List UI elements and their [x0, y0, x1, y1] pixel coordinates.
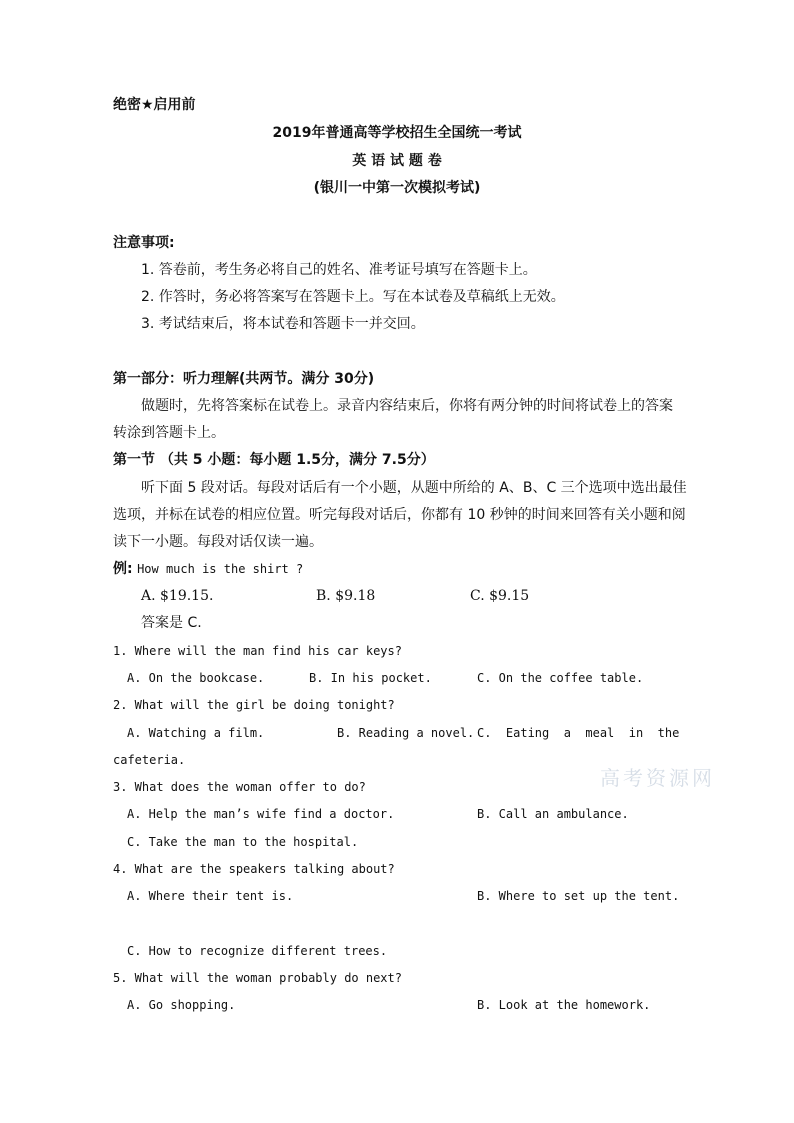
section1-line1: 听下面 5 段对话。每段对话后有一个小题，从题中所给的 A、B、C 三个选项中选出最佳 [141, 480, 687, 496]
example-answer: 答案是 C. [141, 615, 202, 631]
q4-option-a: A. Where their tent is. [127, 889, 294, 903]
example-option-a: A. $19.15. [141, 588, 214, 604]
q3-option-a: A. Help the man’s wife find a doctor. [127, 807, 395, 821]
q4-option-b: B. Where to set up the tent. [477, 889, 680, 903]
part1-intro-line2: 转涂到答题卡上。 [113, 425, 225, 441]
question-2: 2. What will the girl be doing tonight? [113, 698, 395, 712]
example-option-c: C. $9.15 [470, 588, 530, 604]
q2-option-a: A. Watching a film. [127, 726, 265, 740]
school-subtitle: (银川一中第一次模拟考试) [313, 180, 481, 196]
example-label: 例: [113, 561, 133, 577]
example-option-b: B. $9.18 [316, 588, 376, 604]
section1-line3: 读下一小题。每段对话仅读一遍。 [113, 534, 323, 550]
question-3: 3. What does the woman offer to do? [113, 780, 366, 794]
q4-option-c: C. How to recognize different trees. [127, 944, 388, 958]
q5-option-b: B. Look at the homework. [477, 998, 651, 1012]
note-item-3: 3. 考试结束后，将本试卷和答题卡一并交回。 [141, 316, 425, 332]
section1-title: 第一节 （共 5 小题：每小题 1.5分，满分 7.5分） [113, 452, 435, 468]
note-item-1: 1. 答卷前，考生务必将自己的姓名、准考证号填写在答题卡上。 [141, 262, 537, 278]
watermark: 高考资源网 [600, 766, 715, 790]
section1-line2: 选项，并标在试卷的相应位置。听完每段对话后，你都有 10 秒钟的时间来回答有关小题和阅 [113, 507, 686, 523]
question-5: 5. What will the woman probably do next? [113, 971, 402, 985]
q2-option-c-cont: cafeteria. [113, 753, 186, 767]
q2-option-c: C. Eating a meal in the [477, 726, 680, 740]
q3-option-b: B. Call an ambulance. [477, 807, 629, 821]
exam-title: 2019年普通高等学校招生全国统一考试 [272, 125, 522, 141]
q1-option-b: B. In his pocket. [309, 671, 432, 685]
question-1: 1. Where will the man find his car keys? [113, 644, 402, 658]
q3-option-c: C. Take the man to the hospital. [127, 835, 359, 849]
q5-option-a: A. Go shopping. [127, 998, 236, 1012]
secret-mark: 绝密★启用前 [113, 97, 196, 113]
part1-title: 第一部分：听力理解(共两节。满分 30分) [113, 371, 375, 387]
subject-title: 英 语 试 题 卷 [352, 153, 442, 169]
notes-title: 注意事项: [113, 235, 175, 251]
example-question: How much is the shirt ? [137, 562, 304, 576]
q1-option-c: C. On the coffee table. [477, 671, 644, 685]
q2-option-b: B. Reading a novel. [337, 726, 475, 740]
example-question-line [113, 559, 303, 579]
q1-option-a: A. On the bookcase. [127, 671, 265, 685]
note-item-2: 2. 作答时，务必将答案写在答题卡上。写在本试卷及草稿纸上无效。 [141, 289, 565, 305]
question-4: 4. What are the speakers talking about? [113, 862, 395, 876]
part1-intro-line1: 做题时，先将答案标在试卷上。录音内容结束后，你将有两分钟的时间将试卷上的答案 [141, 398, 673, 414]
